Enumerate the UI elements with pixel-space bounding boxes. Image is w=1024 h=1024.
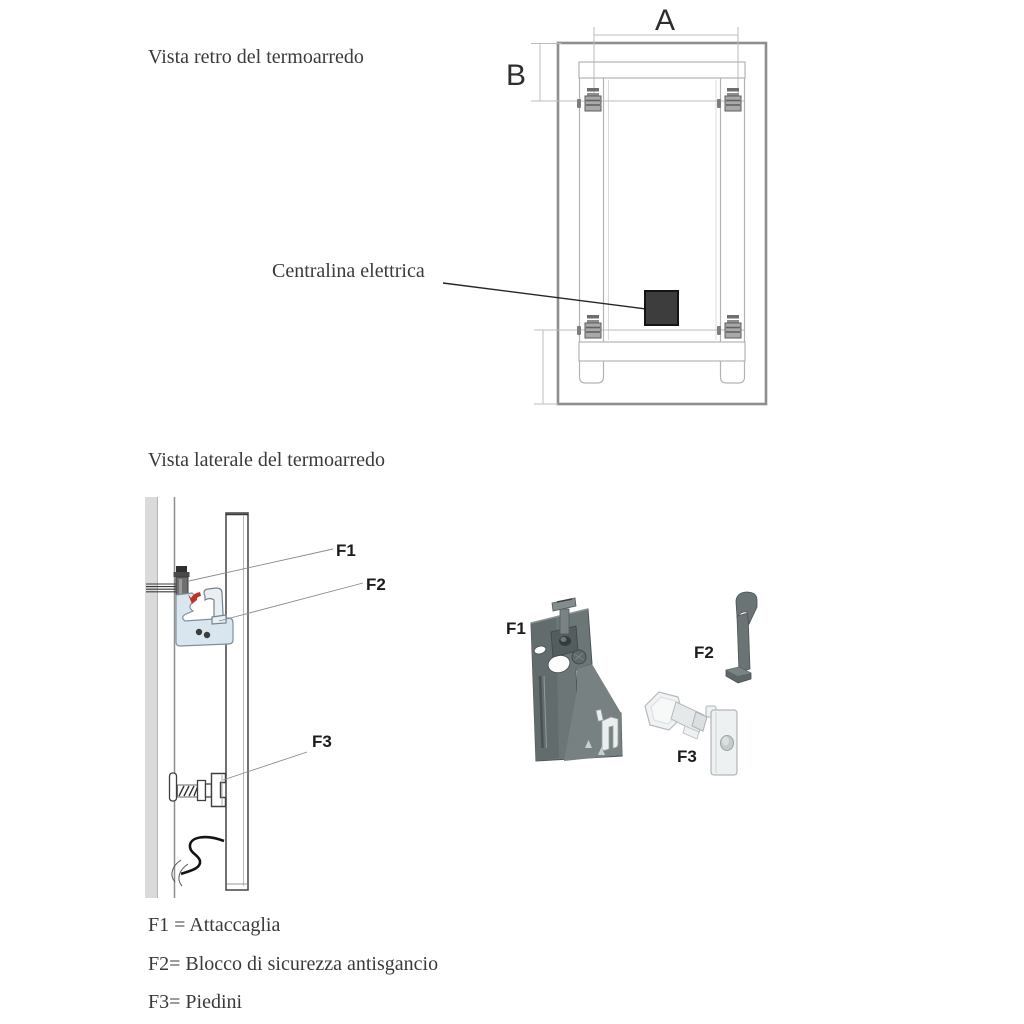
back-view-drawing [430, 0, 800, 430]
control-unit-box [645, 291, 678, 325]
f1-leader-line [189, 549, 333, 581]
bracket-screw-dot [196, 629, 202, 635]
side-f3-label: F3 [312, 732, 332, 751]
side-f1-label: F1 [336, 541, 356, 560]
radiator-tube-side [226, 513, 248, 890]
side-view-title: Vista laterale del termoarredo [148, 449, 386, 471]
legend-item-f2: F2= Blocco di sicurezza antisgancio [148, 953, 439, 975]
centralina-callout-label: Centralina elettrica [272, 260, 425, 282]
part-f2-label: F2 [694, 643, 714, 662]
side-f2-label: F2 [366, 575, 386, 594]
part-f2-safety-block [726, 592, 757, 683]
wall [145, 497, 175, 898]
legend-item-f1: F1 = Attaccaglia [148, 914, 281, 936]
safety-block-f2-profile [204, 588, 226, 624]
part-f3-label: F3 [677, 747, 697, 766]
side-view-drawing [140, 490, 402, 908]
power-cable [172, 837, 224, 886]
legend-item-f3: F3= Piedini [148, 991, 243, 1013]
dim-b-label: B [506, 59, 527, 92]
bracket-screw-dot [204, 632, 210, 638]
part-f1-bracket [531, 598, 622, 761]
part-f1-label: F1 [506, 619, 526, 638]
parts-3d-drawing [495, 580, 785, 795]
dim-a-label: A [655, 4, 676, 37]
foot-f3-profile [170, 773, 226, 807]
back-view-title: Vista retro del termoarredo [148, 46, 364, 68]
